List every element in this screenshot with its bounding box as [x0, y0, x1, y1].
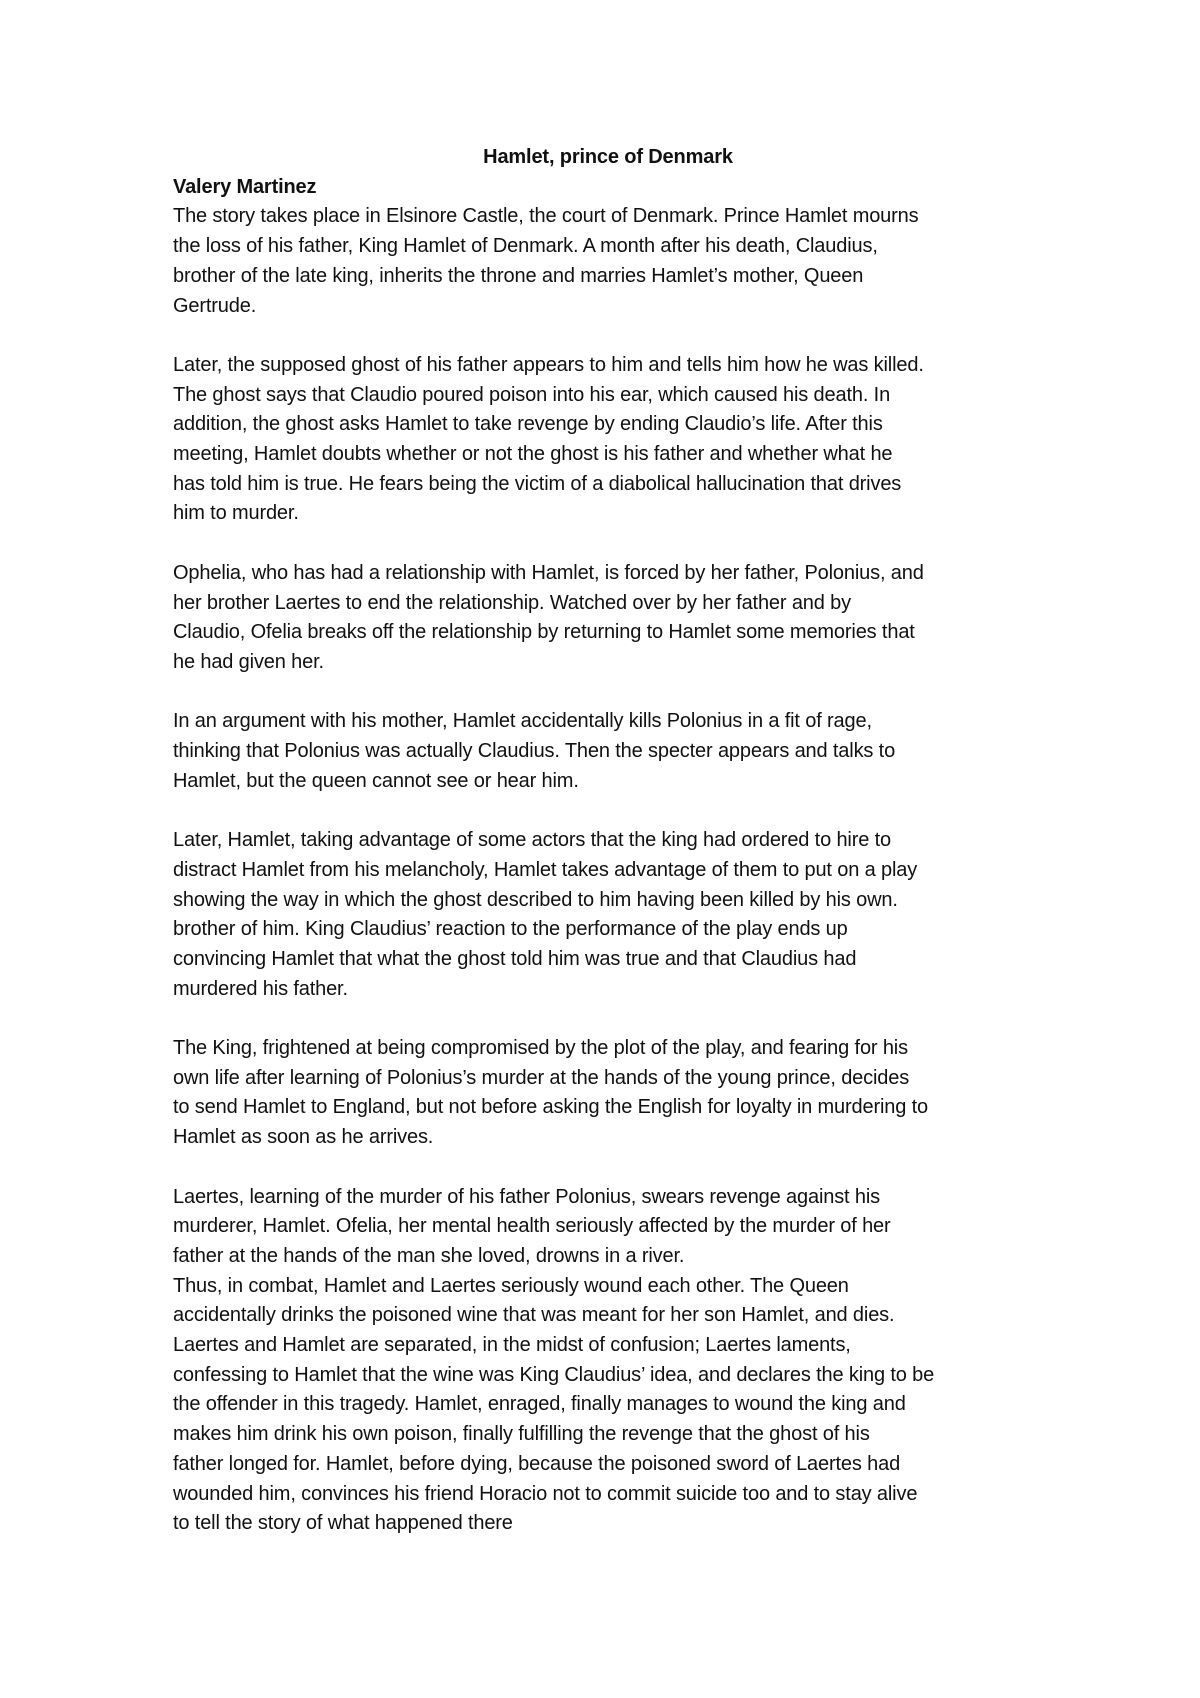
- paragraph-ending: Laertes, learning of the murder of his father Polonius, swears revenge against his murderer, Hamlet. Ofelia, her mental health seriously affected by the murder of her father at the hands of the man she loved, drowns in a river. Thus, in combat, Hamlet and Laertes seriously wound each other. The Queen accidentally drinks the poisoned wine that was meant for her son Hamlet, and dies. Laertes and Hamlet are separated, in the midst of confusion; Laertes laments, confessing to Hamlet that the wine was King Claudius’ idea, and declares the king to be the offender in this tragedy. Hamlet, enraged, finally manages to wound the king and makes him drink his own poison, finally fulfilling the revenge that the ghost of his father longed for. Hamlet, before dying, because the poisoned sword of Laertes had wounded him, convinces his friend Horacio not to commit suicide too and to stay alive to tell the story of what happened there: [173, 1185, 935, 1535]
- paragraph-spacer: [173, 678, 1043, 708]
- paragraph-spacer: [173, 796, 1043, 826]
- paragraph-ophelia: Ophelia, who has had a relationship with Hamlet, is forced by her father, Polonius, and her brother Laertes to end the relationship. Watched over by her father and by Claudio, Ofelia breaks off the relationship by returning to Hamlet some memories that he had given her.: [173, 561, 924, 673]
- paragraph-setting: The story takes place in Elsinore Castle, the court of Denmark. Prince Hamlet mourns the loss of his father, King Hamlet of Denmark. A month after his death, Claudius, brother of the late king, inherits the throne and marries Hamlet’s mother, Queen Gertrude.: [173, 205, 919, 317]
- paragraph-play: Later, Hamlet, taking advantage of some actors that the king had ordered to hire to distract Hamlet from his melancholy, Hamlet takes advantage of them to put on a play showing the way in which the ghost described to him having been killed by his own. brother of him. King Claudius’ reaction to the performance of the play ends up convincing Hamlet that what the ghost told him was true and that Claudius had murdered his father.: [173, 829, 918, 1000]
- paragraph-spacer: [173, 1153, 1043, 1183]
- paragraph-argument: In an argument with his mother, Hamlet accidentally kills Polonius in a fit of rage, thinking that Polonius was actually Claudius. Then the specter appears and talks to Hamlet, but the queen cannot see or hear him.: [173, 710, 896, 792]
- paragraph-ghost: Later, the supposed ghost of his father appears to him and tells him how he was killed. The ghost says that Claudio poured poison into his ear, which caused his death. In addition, the ghost asks Hamlet to take revenge by ending Claudio’s life. After this meeting, Hamlet doubts whether or not the ghost is his father and whether what he has told him is true. He fears being the victim of a diabolical hallucination that drives him to murder.: [173, 353, 924, 525]
- paragraph-spacer: [173, 529, 1043, 559]
- paragraph-spacer: [173, 1004, 1043, 1034]
- author-name: Valery Martinez: [173, 175, 317, 198]
- document-title: Hamlet, prince of Denmark: [483, 146, 733, 168]
- paragraph-spacer: [173, 321, 1043, 351]
- document-body: [173, 143, 1043, 1539]
- paragraph-england: The King, frightened at being compromised by the plot of the play, and fearing for his own life after learning of Polonius’s murder at the hands of the young prince, decides to send Hamlet to England, but not before asking the English for loyalty in murdering to Hamlet as soon as he arrives.: [173, 1037, 929, 1149]
